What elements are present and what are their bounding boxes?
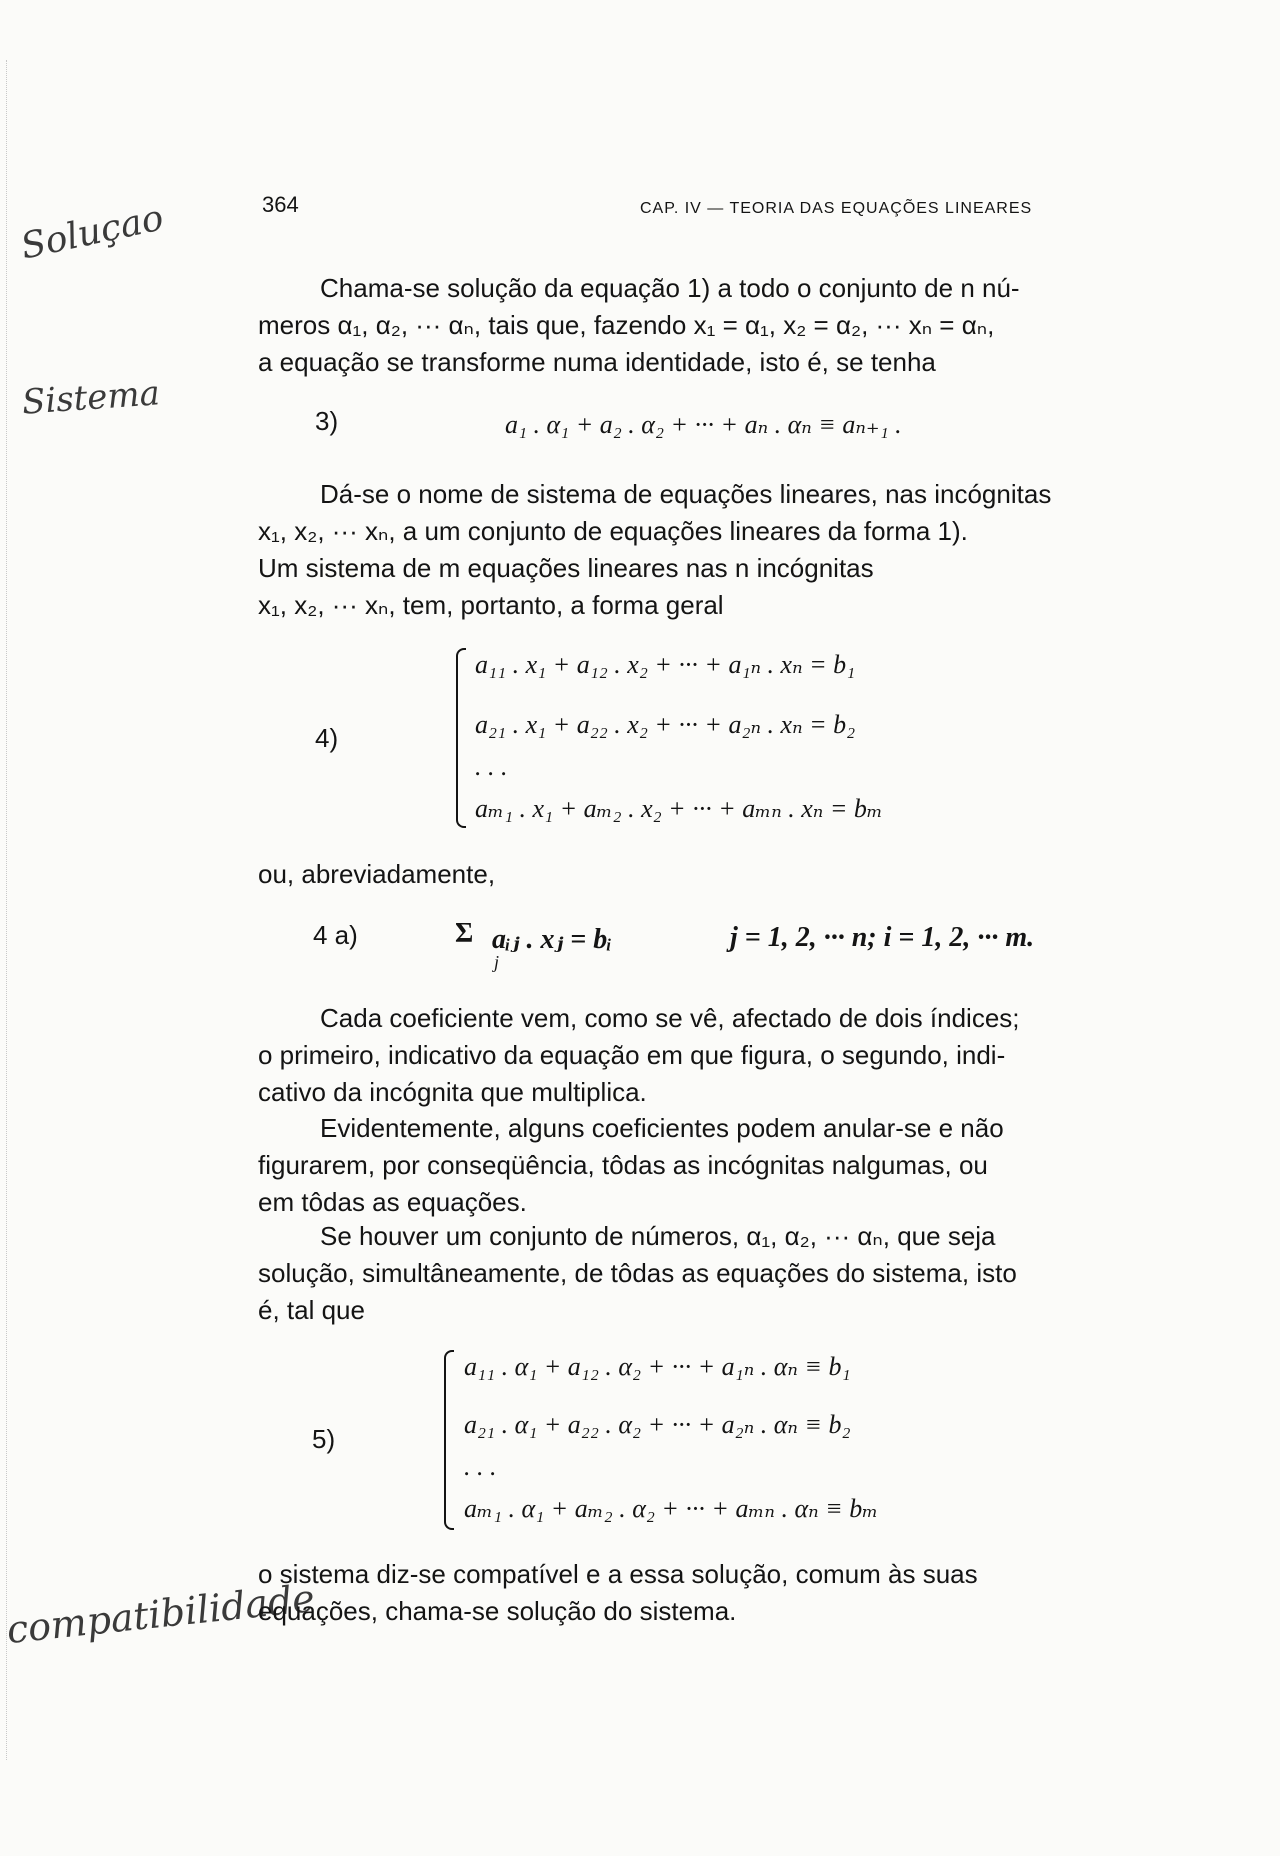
margin-note-solucao: Soluçao	[17, 197, 168, 268]
equation-4a: aᵢⱼ . xⱼ = bᵢ	[492, 924, 612, 955]
text-line: figurarem, por conseqüência, tôdas as incógnitas nalgumas, ou	[258, 1150, 988, 1180]
text-line: Um sistema de m equações lineares nas n incógnitas	[258, 553, 874, 583]
paragraph-se-houver	[258, 1218, 1118, 1329]
equation-label: 5)	[312, 1424, 336, 1454]
equation-4a-ranges: j = 1, 2, ··· n; i = 1, 2, ··· m.	[730, 922, 1035, 953]
equation-row: aₘ₁ . x₁ + aₘ₂ . x₂ + ··· + aₘₙ . xₙ = bₘ	[475, 794, 883, 823]
sum-symbol: Σ	[455, 918, 474, 949]
text-line: Cada coeficiente vem, como se vê, afectado de dois índices;	[320, 1003, 1020, 1033]
paragraph-solucao	[258, 270, 1118, 381]
page-number: 364	[262, 192, 299, 217]
text-line: x₁, x₂, ··· xₙ, tem, portanto, a forma geral	[258, 590, 724, 620]
text-line: a equação se transforme numa identidade, isto é, se tenha	[258, 347, 936, 377]
equation-row: a₂₁ . x₁ + a₂₂ . x₂ + ··· + a₂ₙ . xₙ = b₂	[475, 710, 856, 739]
text-line: ou, abreviadamente,	[258, 859, 496, 889]
text-line: Chama-se solução da equação 1) a todo o conjunto de n nú-	[320, 273, 1020, 303]
paragraph-evidentemente	[258, 1110, 1118, 1221]
equation-row: a₁₁ . x₁ + a₁₂ . x₂ + ··· + a₁ₙ . xₙ = b₁	[475, 650, 856, 679]
equation-label: 4)	[315, 723, 339, 753]
sum-index: j	[494, 952, 500, 972]
margin-note-compatibilidade: compatibilidade	[4, 1575, 317, 1653]
equation-row: aₘ₁ . α₁ + aₘ₂ . α₂ + ··· + aₘₙ . αₙ ≡ bₘ	[464, 1494, 879, 1523]
left-brace	[444, 1350, 454, 1530]
text-line: cativo da incógnita que multiplica.	[258, 1077, 647, 1107]
equation-row: . . .	[475, 752, 508, 781]
text-line: em tôdas as equações.	[258, 1187, 527, 1217]
equation-label: 4 a)	[313, 920, 358, 950]
text-line: é, tal que	[258, 1295, 365, 1325]
text-line: equações, chama-se solução do sistema.	[258, 1596, 737, 1626]
paragraph-abbrev	[258, 856, 1118, 893]
text-line: Evidentemente, alguns coeficientes podem anular-se e não	[320, 1113, 1004, 1143]
text-line: meros α₁, α₂, ··· αₙ, tais que, fazendo x₁ = α₁, x₂ = α₂, ··· xₙ = αₙ,	[258, 310, 995, 340]
equation-row: a₁₁ . α₁ + a₁₂ . α₂ + ··· + a₁ₙ . αₙ ≡ b₁	[464, 1352, 851, 1381]
scan-edge-marks	[6, 60, 11, 1760]
equation-row: . . .	[464, 1452, 497, 1481]
text-line: Dá-se o nome de sistema de equações lineares, nas incógnitas	[320, 479, 1052, 509]
text-line: solução, simultâneamente, de tôdas as equações do sistema, isto	[258, 1258, 1017, 1288]
running-title: CAP. IV — TEORIA DAS EQUAÇÕES LINEARES	[640, 200, 1033, 217]
paragraph-coeficiente	[258, 1000, 1118, 1111]
text-line: x₁, x₂, ··· xₙ, a um conjunto de equações lineares da forma 1).	[258, 516, 968, 546]
text-line: Se houver um conjunto de números, α₁, α₂, ··· αₙ, que seja	[320, 1221, 996, 1251]
equation-3: a₁ . α₁ + a₂ . α₂ + ··· + aₙ . αₙ ≡ aₙ₊₁ .	[505, 410, 902, 439]
text-line: o primeiro, indicativo da equação em que figura, o segundo, indi-	[258, 1040, 1006, 1070]
left-brace	[456, 648, 466, 828]
equation-row: a₂₁ . α₁ + a₂₂ . α₂ + ··· + a₂ₙ . αₙ ≡ b₂	[464, 1410, 851, 1439]
margin-note-sistema: Sistema	[20, 373, 162, 423]
equation-label: 3)	[315, 406, 339, 436]
paragraph-sistema	[258, 476, 1118, 624]
paragraph-compativel	[258, 1556, 1118, 1630]
text-line: o sistema diz-se compatível e a essa solução, comum às suas	[258, 1559, 978, 1589]
